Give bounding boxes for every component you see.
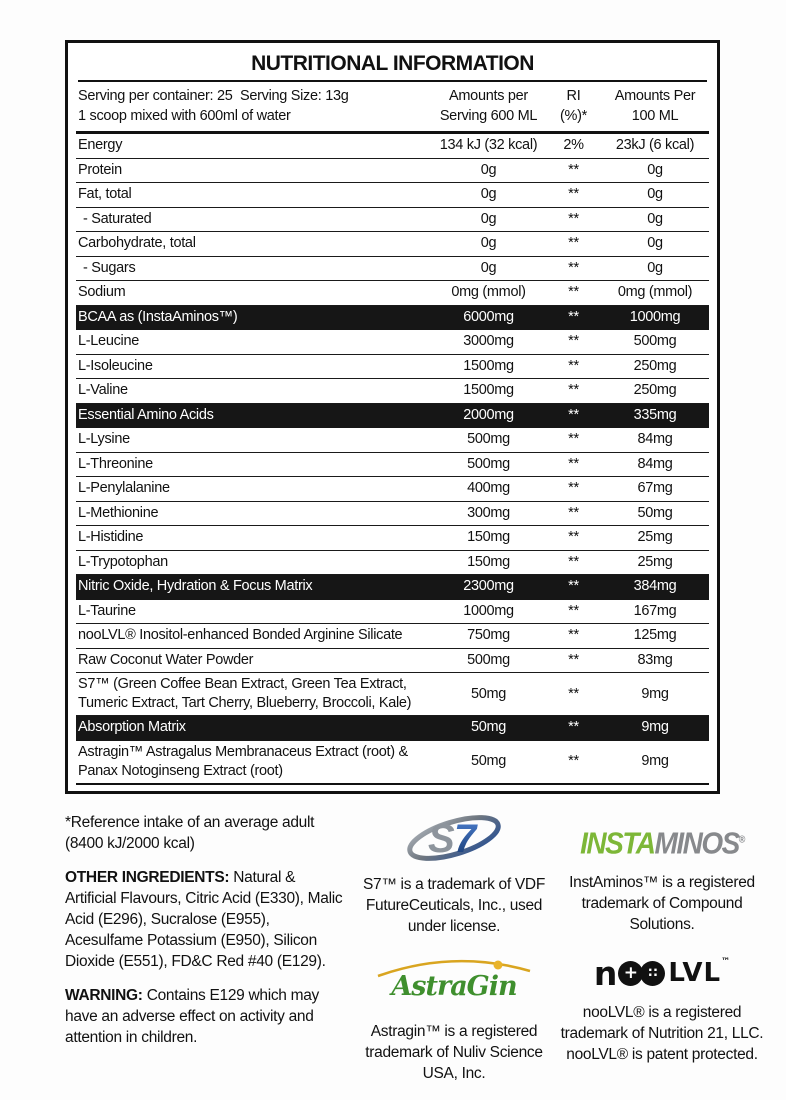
amount-per-100ml: 0g bbox=[647, 210, 663, 227]
amount-per-serving: 1500mg bbox=[463, 382, 514, 399]
ri-percent: ** bbox=[568, 578, 579, 595]
ri-percent: ** bbox=[568, 259, 579, 276]
ri-percent: ** bbox=[568, 455, 579, 472]
table-header bbox=[76, 82, 709, 131]
amount-per-100ml: 250mg bbox=[633, 357, 677, 374]
amount-per-serving: 150mg bbox=[467, 529, 510, 546]
noolvl-dpad-icon: + bbox=[618, 961, 643, 986]
nutrient-name: Carbohydrate, total bbox=[78, 235, 196, 252]
ri-percent: ** bbox=[568, 753, 579, 769]
ri-percent: ** bbox=[568, 308, 579, 325]
amount-per-serving: 500mg bbox=[467, 651, 510, 668]
amount-per-serving: 2000mg bbox=[463, 406, 514, 423]
amount-per-100ml: 25mg bbox=[637, 529, 673, 546]
ri-percent: ** bbox=[568, 480, 579, 497]
amount-per-100ml: 23kJ (6 kcal) bbox=[615, 137, 695, 154]
ri-percent: ** bbox=[568, 161, 579, 178]
amount-per-100ml: 1000mg bbox=[629, 308, 681, 325]
amount-per-100ml: 0g bbox=[647, 259, 663, 276]
astragin-caption: Astragin™ is a registered trademark of Nuliv Science USA, Inc. bbox=[365, 1022, 543, 1082]
table-row bbox=[76, 281, 709, 306]
ri-percent: ** bbox=[568, 284, 579, 301]
noolvl-logo-icon: n + ∷ LVL ™ bbox=[593, 953, 731, 993]
nutrition-rows bbox=[76, 134, 709, 785]
ri-percent: ** bbox=[568, 235, 579, 252]
amount-per-100ml: 0mg (mmol) bbox=[617, 284, 693, 301]
astragin-logo-icon bbox=[360, 957, 548, 1015]
table-row bbox=[76, 404, 709, 429]
amount-per-100ml: 83mg bbox=[637, 651, 673, 668]
nutrient-name: Protein bbox=[78, 161, 122, 178]
ri-percent: ** bbox=[568, 210, 579, 227]
amount-per-100ml: 250mg bbox=[633, 382, 677, 399]
amount-per-100ml: 0g bbox=[647, 161, 663, 178]
amount-per-serving: 50mg bbox=[470, 753, 507, 769]
ri-percent: ** bbox=[568, 529, 579, 546]
amount-per-100ml: 50mg bbox=[637, 504, 673, 521]
nutrient-name: Raw Coconut Water Powder bbox=[78, 651, 254, 668]
ri-percent: ** bbox=[568, 602, 579, 619]
amount-per-serving: 6000mg bbox=[463, 308, 514, 325]
nutrition-panel bbox=[65, 40, 720, 794]
serving-info-line2: 1 scoop mixed with 600ml of water bbox=[78, 108, 291, 124]
amount-per-serving: 150mg bbox=[467, 553, 510, 570]
amount-per-serving: 0mg (mmol) bbox=[451, 284, 526, 301]
nutrient-name: L-Lysine bbox=[78, 431, 130, 448]
table-row bbox=[76, 232, 709, 257]
ri-percent: ** bbox=[568, 719, 579, 736]
amount-per-serving: 750mg bbox=[467, 627, 510, 644]
table-row bbox=[76, 355, 709, 380]
amount-per-serving: 400mg bbox=[467, 480, 510, 497]
amount-per-100ml: 67mg bbox=[637, 480, 673, 497]
table-row bbox=[76, 159, 709, 184]
ri-percent: ** bbox=[568, 357, 579, 374]
amount-per-100ml: 0g bbox=[647, 235, 663, 252]
svg-text:7: 7 bbox=[454, 816, 477, 861]
amount-per-100ml: 25mg bbox=[637, 553, 673, 570]
nutrient-name: L-Isoleucine bbox=[78, 357, 153, 374]
amount-per-serving: 500mg bbox=[467, 455, 510, 472]
ri-percent: ** bbox=[568, 406, 579, 423]
serving-info bbox=[76, 86, 431, 126]
nutrient-name: Nitric Oxide, Hydration & Focus Matrix bbox=[78, 578, 313, 595]
amount-per-serving: 3000mg bbox=[463, 333, 514, 350]
nutrient-name: L-Penylalanine bbox=[78, 480, 170, 497]
other-ingredients-text: Natural & Artificial Flavours, Citric Acid (E330), Malic Acid (E296), Sucralose (E955), Acesulfame Potassium (E950), Silicon Dioxide (E551), FD&C Red #40 (E129). bbox=[65, 868, 343, 970]
nutrient-name: - Sugars bbox=[83, 259, 136, 276]
amount-per-100ml: 500mg bbox=[633, 333, 677, 350]
nutrient-name: L-Taurine bbox=[78, 602, 136, 619]
amount-per-serving: 0g bbox=[480, 259, 497, 276]
table-row bbox=[76, 306, 709, 331]
nutrient-name: Absorption Matrix bbox=[78, 719, 186, 736]
amount-per-100ml: 0g bbox=[647, 186, 663, 203]
amount-per-100ml: 9mg bbox=[641, 719, 669, 736]
amount-per-serving: 0g bbox=[480, 235, 497, 252]
table-row bbox=[76, 257, 709, 282]
nutrient-name: L-Threonine bbox=[78, 455, 153, 472]
amount-per-serving: 0g bbox=[480, 186, 497, 203]
amount-per-serving: 1500mg bbox=[463, 357, 514, 374]
col-header-amounts-100: Amounts Per 100 ML bbox=[614, 88, 696, 124]
ri-percent: 2% bbox=[563, 137, 584, 154]
table-row bbox=[76, 134, 709, 159]
s7-caption: S7™ is a trademark of VDF FutureCeuticals, Inc., used under license. bbox=[362, 875, 545, 935]
amount-per-serving: 50mg bbox=[470, 719, 507, 736]
nutrient-name: Essential Amino Acids bbox=[78, 406, 214, 423]
astragin-logo-text: AstraGin bbox=[391, 970, 517, 1002]
table-row bbox=[76, 502, 709, 527]
reference-note: *Reference intake of an average adult (8400 kJ/2000 kcal) bbox=[65, 813, 315, 852]
table-row bbox=[76, 575, 709, 600]
nutrient-name: Astragin™ Astragalus Membranaceus Extract (root) & Panax Notoginseng Extract (root) bbox=[78, 743, 408, 779]
table-row bbox=[76, 673, 709, 716]
nutrient-name: Sodium bbox=[78, 284, 126, 301]
nutrient-name: Fat, total bbox=[78, 186, 132, 203]
nutrient-name: S7™ (Green Coffee Bean Extract, Green Tea Extract, Tumeric Extract, Tart Cherry, Blueberry, Broccoli, Kale) bbox=[78, 676, 412, 711]
ri-percent: ** bbox=[568, 553, 579, 570]
table-row bbox=[76, 208, 709, 233]
col-header-ri: RI (%)* bbox=[560, 88, 587, 124]
ri-percent: ** bbox=[568, 333, 579, 350]
nutrient-name: L-Histidine bbox=[78, 529, 144, 546]
table-row bbox=[76, 741, 709, 785]
table-row bbox=[76, 379, 709, 404]
nutrient-name: nooLVL® Inositol-enhanced Bonded Arginine Silicate bbox=[78, 627, 403, 644]
amount-per-100ml: 9mg bbox=[641, 753, 669, 769]
table-row bbox=[76, 600, 709, 625]
serving-info-line1: Serving per container: 25 Serving Size: 13g bbox=[78, 88, 349, 104]
amount-per-serving: 134 kJ (32 kcal) bbox=[439, 137, 538, 154]
ri-percent: ** bbox=[568, 651, 579, 668]
instaminos-logo-icon: INSTAMINOS® bbox=[580, 826, 744, 860]
warning-label: WARNING: bbox=[65, 987, 143, 1005]
table-row bbox=[76, 526, 709, 551]
table-row bbox=[76, 330, 709, 355]
trademark-column-1 bbox=[360, 812, 548, 1084]
table-row bbox=[76, 183, 709, 208]
amount-per-100ml: 335mg bbox=[633, 406, 677, 423]
nutrient-name: BCAA as (InstaAminos™) bbox=[78, 308, 238, 325]
col-header-amounts-serving: Amounts per Serving 600 ML bbox=[439, 88, 538, 124]
nutrient-name: Energy bbox=[78, 137, 123, 154]
nutrient-name: L-Trypotophan bbox=[78, 553, 168, 570]
warning bbox=[65, 985, 348, 1048]
amount-per-serving: 0g bbox=[480, 161, 497, 178]
table-row bbox=[76, 716, 709, 741]
ri-percent: ** bbox=[568, 504, 579, 521]
table-row bbox=[76, 428, 709, 453]
trademark-column-2 bbox=[556, 812, 768, 1065]
amount-per-100ml: 125mg bbox=[633, 627, 677, 644]
noolvl-buttons-icon: ∷ bbox=[640, 961, 665, 986]
table-row bbox=[76, 477, 709, 502]
label-footer bbox=[65, 812, 786, 1084]
amount-per-serving: 0g bbox=[480, 210, 497, 227]
ri-percent: ** bbox=[568, 627, 579, 644]
amount-per-serving: 2300mg bbox=[463, 578, 514, 595]
ri-percent: ** bbox=[568, 431, 579, 448]
table-row bbox=[76, 624, 709, 649]
ri-percent: ** bbox=[568, 685, 579, 702]
amount-per-serving: 1000mg bbox=[463, 602, 514, 619]
instaminos-caption: InstAminos™ is a registered trademark of Compound Solutions. bbox=[569, 873, 755, 933]
warning-text: Contains E129 which may have an adverse effect on activity and attention in children. bbox=[65, 987, 319, 1047]
noolvl-caption: nooLVL® is a registered trademark of Nutrition 21, LLC. nooLVL® is patent protected. bbox=[560, 1003, 764, 1063]
table-row bbox=[76, 551, 709, 576]
amount-per-100ml: 84mg bbox=[637, 455, 673, 472]
amount-per-serving: 500mg bbox=[467, 431, 510, 448]
nutrient-name: L-Valine bbox=[78, 382, 128, 399]
table-row bbox=[76, 649, 709, 674]
amount-per-100ml: 167mg bbox=[633, 602, 677, 619]
nutrient-name: L-Methionine bbox=[78, 504, 159, 521]
svg-text:S: S bbox=[428, 816, 455, 861]
other-ingredients-label: OTHER INGREDIENTS: bbox=[65, 868, 230, 886]
amount-per-100ml: 84mg bbox=[637, 431, 673, 448]
amount-per-serving: 300mg bbox=[467, 504, 510, 521]
panel-title: NUTRITIONAL INFORMATION bbox=[251, 52, 534, 75]
s7-logo-icon bbox=[402, 802, 506, 872]
table-row bbox=[76, 453, 709, 478]
nutrient-name: L-Leucine bbox=[78, 333, 139, 350]
amount-per-100ml: 9mg bbox=[641, 685, 669, 702]
amount-per-serving: 50mg bbox=[470, 685, 507, 702]
ri-percent: ** bbox=[568, 382, 579, 399]
footnotes-column bbox=[65, 812, 348, 1062]
amount-per-100ml: 384mg bbox=[633, 578, 677, 595]
nutrient-name: - Saturated bbox=[83, 210, 152, 227]
ri-percent: ** bbox=[568, 186, 579, 203]
other-ingredients bbox=[65, 867, 348, 972]
